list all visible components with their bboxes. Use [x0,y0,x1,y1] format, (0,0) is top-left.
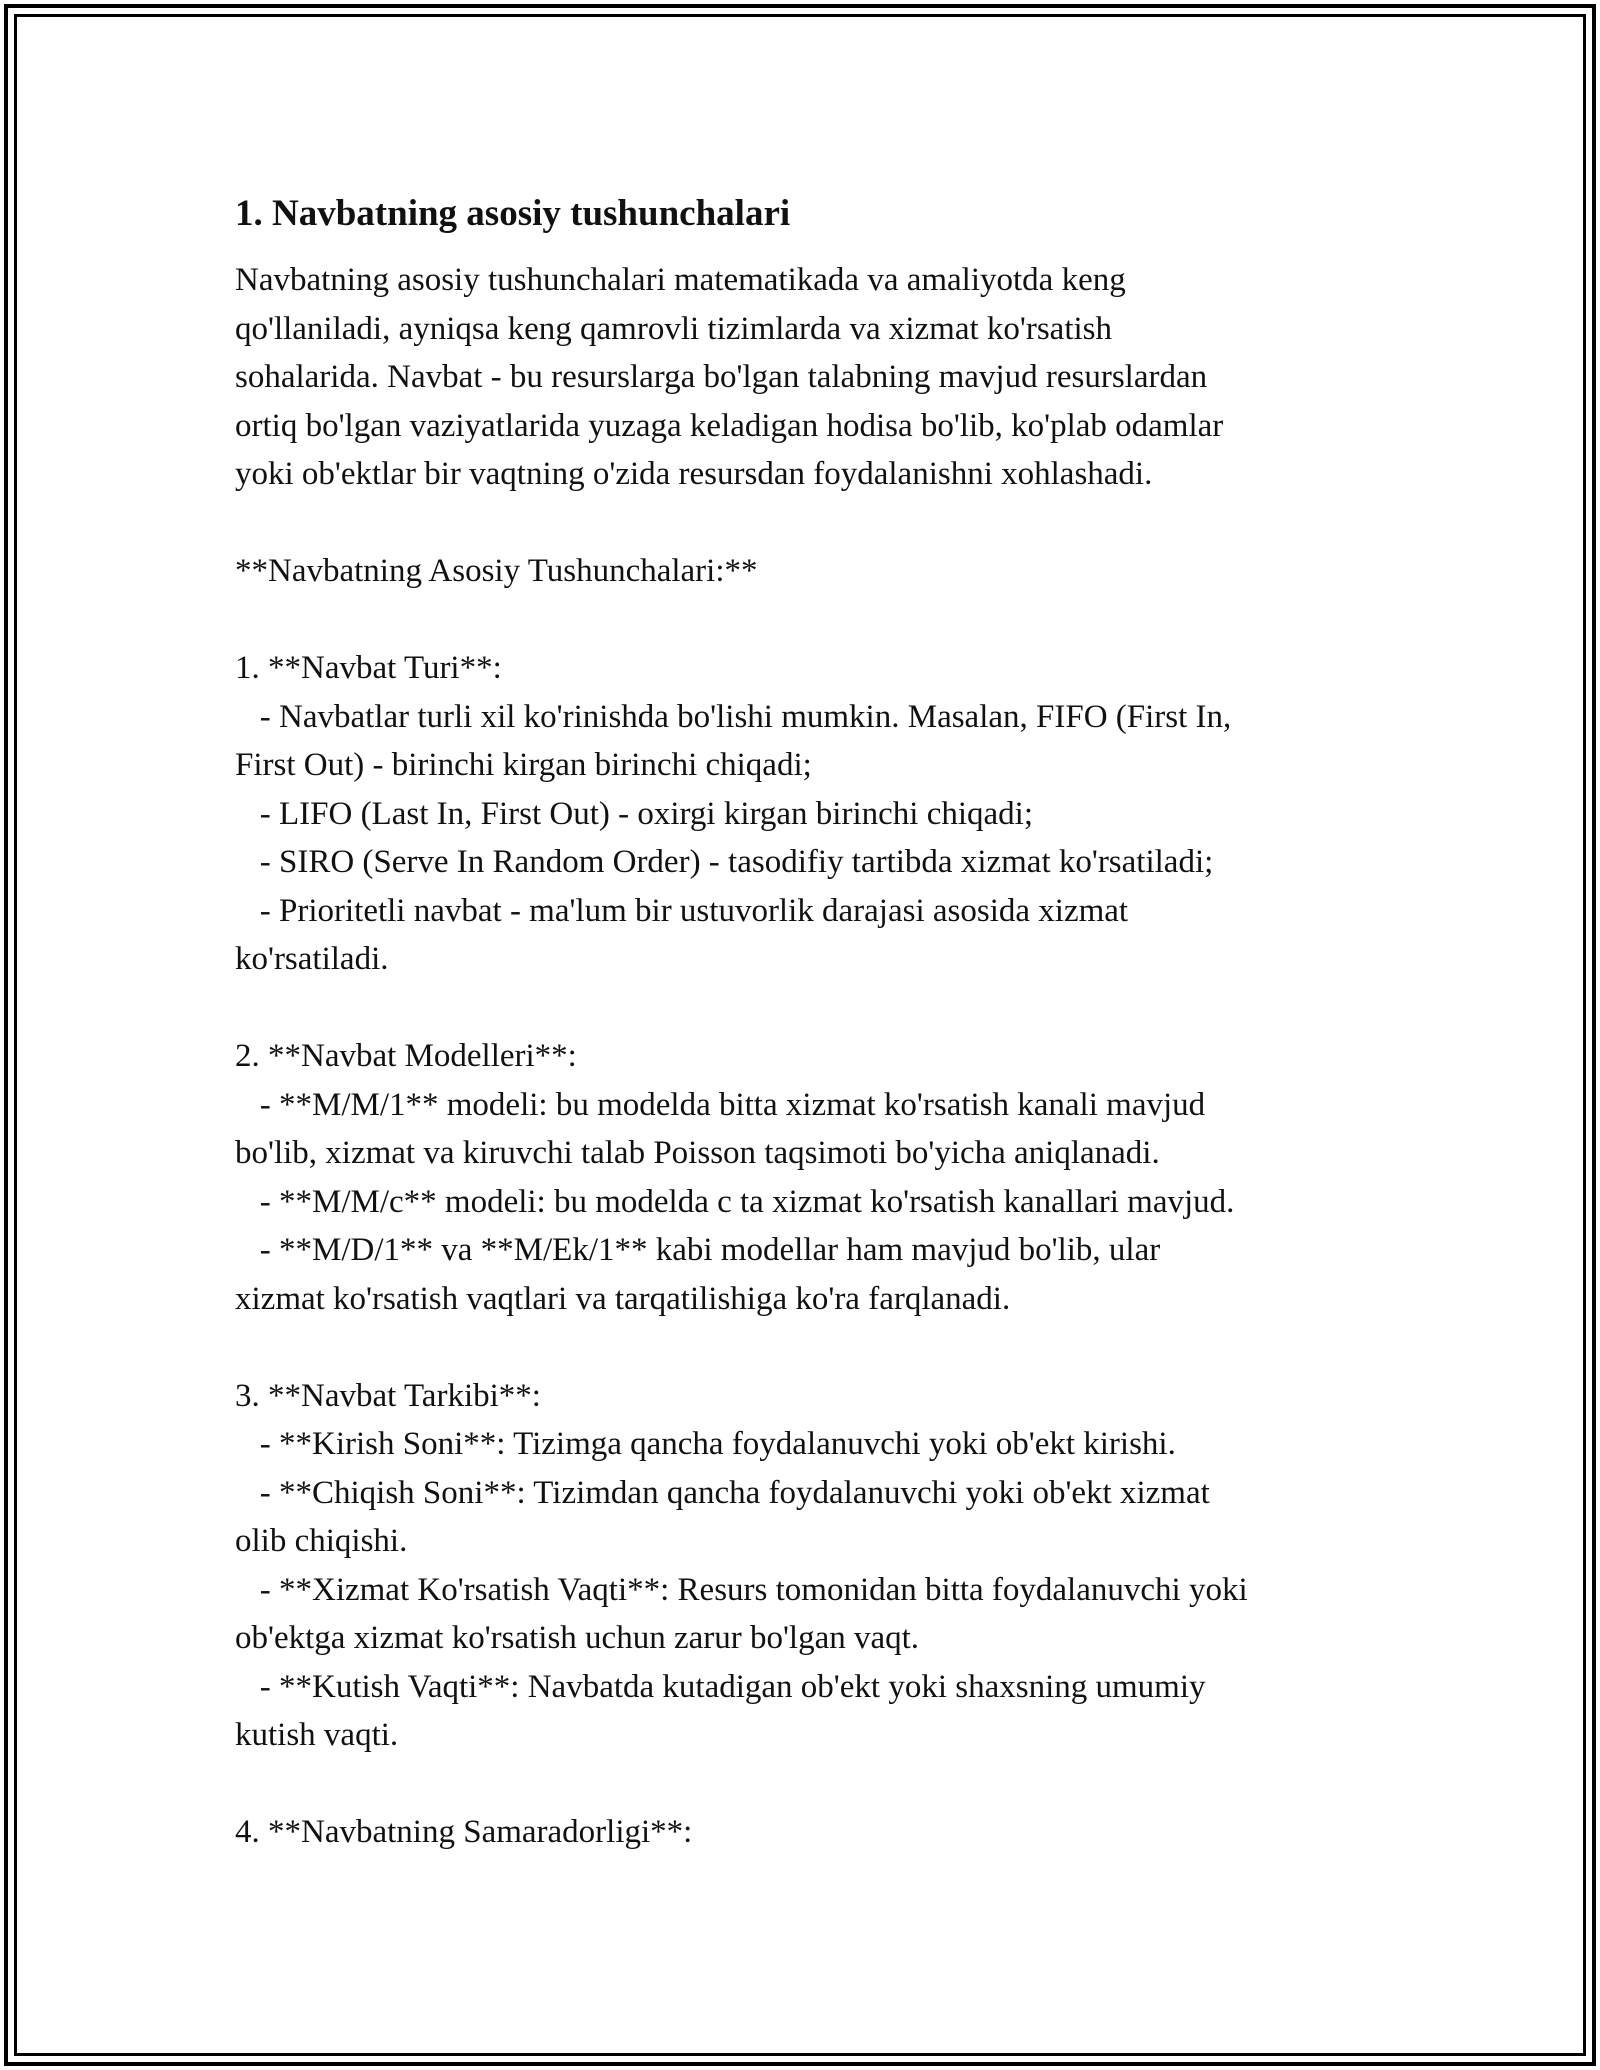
text-line: kutish vaqti. [235,1717,399,1753]
text-line: ortiq bo'lgan vaziyatlarida yuzaga keladigan hodisa bo'lib, ko'plab odamlar [235,407,1224,444]
text-line: First Out) - birinchi kirgan birinchi chiqadi; [235,747,812,783]
text-line: 4. **Navbatning Samaradorligi**: [235,1814,693,1850]
text-line: 2. **Navbat Modelleri**: [235,1038,577,1074]
text-line: olib chiqishi. [235,1523,408,1559]
text-line: - **Xizmat Ko'rsatish Vaqti**: Resurs tomonidan bitta foydalanuvchi yoki [235,1571,1248,1608]
text-line: ko'rsatiladi. [235,941,389,977]
text-line: yoki ob'ektlar bir vaqtning o'zida resursdan foydalanishni xohlashadi. [235,456,1153,492]
text-line: - Navbatlar turli xil ko'rinishda bo'lishi mumkin. Masalan, FIFO (First In, [235,698,1232,735]
text-line: Navbatning asosiy tushunchalari matematikada va amaliyotda keng [235,262,1126,298]
blank-line [235,596,1375,645]
text-line: - **Kirish Soni**: Tizimga qancha foydalanuvchi yoki ob'ekt kirishi. [235,1426,1176,1462]
text-line: ob'ektga xizmat ko'rsatish uchun zarur bo'lgan vaqt. [235,1620,920,1656]
text-line: bo'lib, xizmat va kiruvchi talab Poisson taqsimoti bo'yicha aniqlanadi. [235,1135,1160,1171]
blank-line [235,1760,1375,1809]
blank-line [235,1323,1375,1372]
text-line: qo'llaniladi, ayniqsa keng qamrovli tizimlarda va xizmat ko'rsatish [235,310,1112,347]
text-line: 1. **Navbat Turi**: [235,650,502,686]
blank-line [235,499,1375,548]
text-line: - Prioritetli navbat - ma'lum bir ustuvorlik darajasi asosida xizmat [235,892,1129,929]
text-line: - LIFO (Last In, First Out) - oxirgi kirgan birinchi chiqadi; [235,795,1033,832]
body-text [235,256,1375,1857]
section-heading: 1. Navbatning asosiy tushunchalari [235,193,791,234]
text-line: - **M/D/1** va **M/Ek/1** kabi modellar ham mavjud bo'lib, ular [235,1232,1161,1268]
text-line: - **M/M/c** modeli: bu modelda c ta xizmat ko'rsatish kanallari mavjud. [235,1183,1235,1220]
text-line: - SIRO (Serve In Random Order) - tasodifiy tartibda xizmat ko'rsatiladi; [235,844,1214,880]
blank-line [235,984,1375,1033]
text-line: - **Kutish Vaqti**: Navbatda kutadigan ob'ekt yoki shaxsning umumiy [235,1668,1206,1705]
text-line: sohalarida. Navbat - bu resurslarga bo'lgan talabning mavjud resurslardan [235,359,1208,395]
text-line: **Navbatning Asosiy Tushunchalari:** [235,553,758,589]
text-line: 3. **Navbat Tarkibi**: [235,1377,541,1414]
document-body [235,186,1375,1857]
text-line: - **Chiqish Soni**: Tizimdan qancha foydalanuvchi yoki ob'ekt xizmat [235,1474,1210,1511]
text-line: - **M/M/1** modeli: bu modelda bitta xizmat ko'rsatish kanali mavjud [235,1086,1206,1123]
text-line: xizmat ko'rsatish vaqtlari va tarqatilishiga ko'ra farqlanadi. [235,1280,1011,1317]
